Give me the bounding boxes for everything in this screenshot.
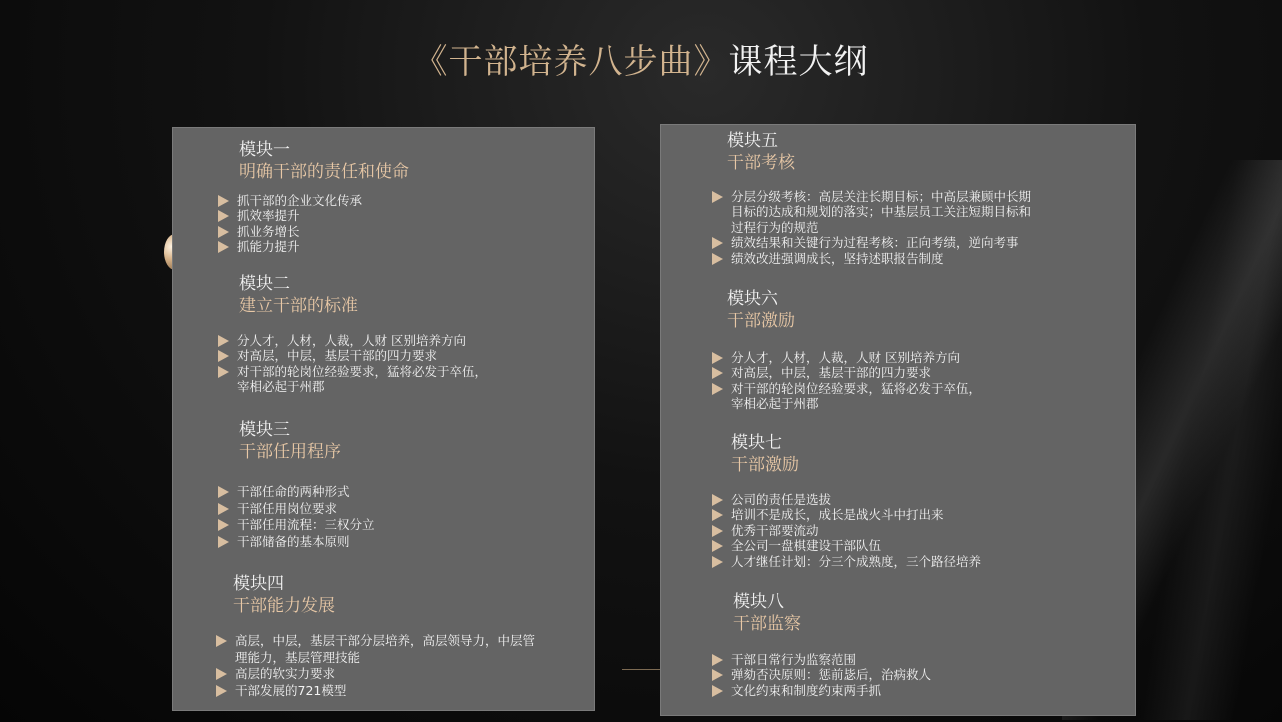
triangle-bullet-icon [712, 367, 723, 379]
list-item: 高层，中层，基层干部分层培养，高层领导力，中层管 理能力，基层管理技能 [216, 633, 591, 666]
page-title [0, 34, 1282, 83]
list-item: 分人才，人材，人裁，人财 区别培养方向 [218, 333, 588, 348]
module-title: 干部激励 [727, 311, 795, 331]
triangle-bullet-icon [712, 556, 723, 568]
triangle-bullet-icon [712, 525, 723, 537]
list-item: 干部任用流程：三权分立 [218, 517, 588, 534]
triangle-bullet-icon [712, 669, 723, 681]
module-title: 干部考核 [727, 153, 795, 173]
list-item: 文化约束和制度约束两手抓 [712, 683, 1127, 698]
module-7-items [712, 492, 1127, 569]
module-label: 模块三 [239, 420, 290, 440]
list-item: 分层分级考核：高层关注长期目标；中高层兼顾中长期 目标的达成和规划的落实；中基层员工关注短期目标和 过程行为的规范 [712, 189, 1127, 235]
triangle-bullet-icon [218, 519, 229, 531]
list-item: 对干部的轮岗位经验要求，猛将必发于卒伍， 宰相必起于州郡 [218, 364, 588, 395]
list-item: 抓业务增长 [218, 224, 588, 239]
module-6-items [712, 350, 1127, 412]
list-item: 优秀干部要流动 [712, 523, 1127, 538]
module-8 [733, 592, 801, 636]
module-label: 模块六 [727, 289, 778, 309]
right-panel [660, 124, 1136, 716]
list-item: 全公司一盘棋建设干部队伍 [712, 538, 1127, 553]
module-3 [239, 420, 341, 464]
triangle-bullet-icon [218, 241, 229, 253]
triangle-bullet-icon [712, 685, 723, 697]
module-title: 干部任用程序 [239, 442, 341, 462]
list-item: 弹劾否决原则：惩前毖后，治病救人 [712, 667, 1127, 682]
title-suffix: 课程大纲 [728, 42, 869, 82]
title-course-name: 《干部培养八步曲》 [413, 42, 729, 82]
triangle-bullet-icon [218, 195, 229, 207]
module-2 [239, 274, 358, 318]
list-item: 干部发展的721模型 [216, 683, 591, 700]
triangle-bullet-icon [712, 237, 723, 249]
triangle-bullet-icon [216, 668, 227, 680]
list-item: 抓效率提升 [218, 208, 588, 223]
triangle-bullet-icon [218, 536, 229, 548]
list-item: 培训不是成长，成长是战火斗中打出来 [712, 507, 1127, 522]
triangle-bullet-icon [218, 503, 229, 515]
left-panel [172, 127, 595, 711]
list-item: 绩效结果和关键行为过程考核：正向考绩，逆向考事 [712, 235, 1127, 250]
list-item: 公司的责任是选拔 [712, 492, 1127, 507]
module-6 [727, 289, 795, 333]
triangle-bullet-icon [712, 191, 723, 203]
module-7 [731, 433, 799, 477]
module-4 [233, 574, 335, 618]
module-label: 模块四 [233, 574, 284, 594]
module-label: 模块八 [733, 592, 784, 612]
triangle-bullet-icon [218, 226, 229, 238]
module-label: 模块二 [239, 274, 290, 294]
list-item: 干部任用岗位要求 [218, 501, 588, 518]
module-8-items [712, 652, 1127, 698]
list-item: 对高层，中层，基层干部的四力要求 [712, 365, 1127, 380]
list-item: 对高层，中层，基层干部的四力要求 [218, 348, 588, 363]
triangle-bullet-icon [712, 494, 723, 506]
list-item: 高层的软实力要求 [216, 666, 591, 683]
list-item: 干部储备的基本原则 [218, 534, 588, 551]
module-2-items [218, 333, 588, 395]
triangle-bullet-icon [712, 509, 723, 521]
list-item: 对干部的轮岗位经验要求，猛将必发于卒伍， 宰相必起于州郡 [712, 381, 1127, 412]
triangle-bullet-icon [712, 654, 723, 666]
list-item: 抓能力提升 [218, 239, 588, 254]
module-title: 明确干部的责任和使命 [239, 162, 409, 182]
module-1-items [218, 193, 588, 255]
triangle-bullet-icon [218, 366, 229, 378]
module-4-items [216, 633, 591, 699]
module-5 [727, 131, 795, 175]
triangle-bullet-icon [712, 352, 723, 364]
list-item: 抓干部的企业文化传承 [218, 193, 588, 208]
triangle-bullet-icon [218, 210, 229, 222]
triangle-bullet-icon [218, 350, 229, 362]
module-label: 模块五 [727, 131, 778, 151]
module-label: 模块七 [731, 433, 782, 453]
triangle-bullet-icon [712, 383, 723, 395]
list-item: 人才继任计划：分三个成熟度，三个路径培养 [712, 554, 1127, 569]
module-title: 建立干部的标准 [239, 296, 358, 316]
module-3-items [218, 484, 588, 550]
module-1 [239, 140, 409, 184]
module-title: 干部能力发展 [233, 596, 335, 616]
module-label: 模块一 [239, 140, 290, 160]
triangle-bullet-icon [712, 540, 723, 552]
triangle-bullet-icon [216, 635, 227, 647]
triangle-bullet-icon [218, 486, 229, 498]
module-5-items [712, 189, 1127, 266]
list-item: 干部日常行为监察范围 [712, 652, 1127, 667]
list-item: 分人才，人材，人裁，人财 区别培养方向 [712, 350, 1127, 365]
divider-line [622, 669, 662, 670]
module-title: 干部激励 [731, 455, 799, 475]
list-item: 绩效改进强调成长，坚持述职报告制度 [712, 251, 1127, 266]
module-title: 干部监察 [733, 614, 801, 634]
triangle-bullet-icon [216, 685, 227, 697]
triangle-bullet-icon [712, 253, 723, 265]
triangle-bullet-icon [218, 335, 229, 347]
list-item: 干部任命的两种形式 [218, 484, 588, 501]
